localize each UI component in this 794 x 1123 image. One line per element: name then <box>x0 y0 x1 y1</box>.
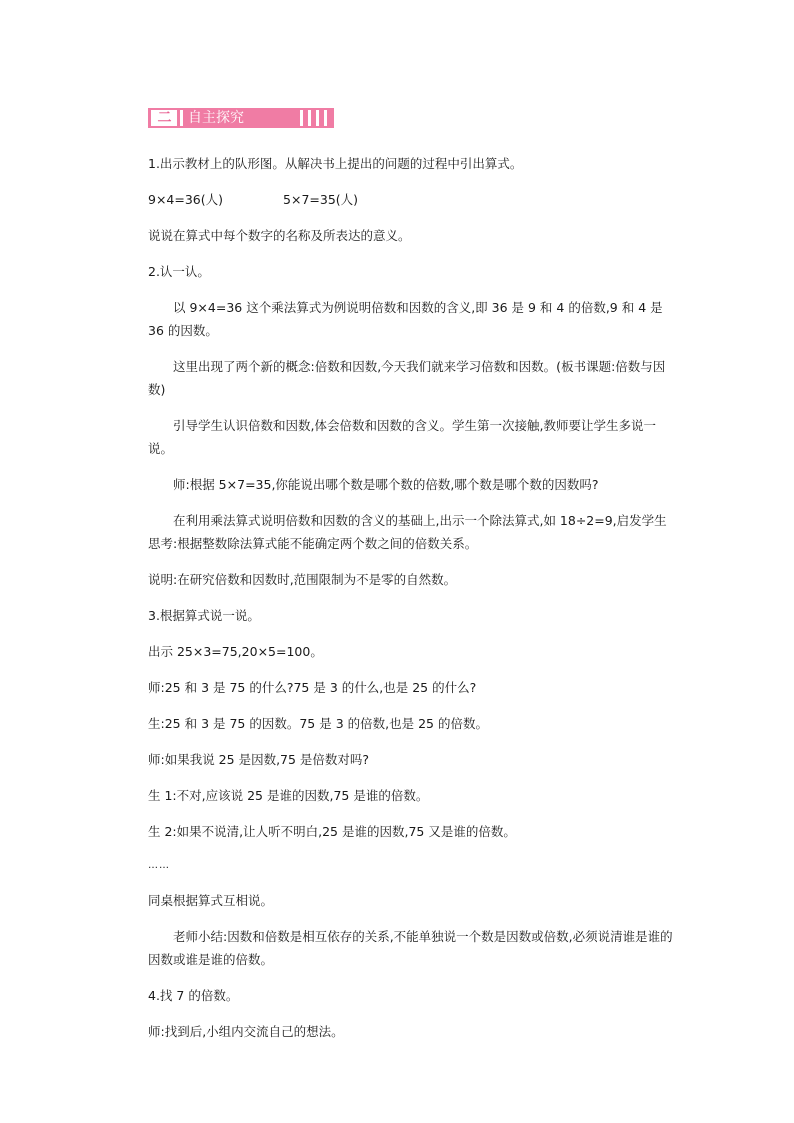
decorative-stripe <box>316 110 319 126</box>
paragraph: 生:25 和 3 是 75 的因数。75 是 3 的倍数,也是 25 的倍数。 <box>148 716 488 731</box>
paragraph: 老师小结:因数和倍数是相互依存的关系,不能单独说一个数是因数或倍数,必须说清谁是谁的因数或谁是谁的倍数。 <box>148 929 673 967</box>
paragraph: 3.根据算式说一说。 <box>148 608 260 623</box>
paragraph: 引导学生认识倍数和因数,体会倍数和因数的含义。学生第一次接触,教师要让学生多说一说。 <box>148 418 656 456</box>
paragraph: 这里出现了两个新的概念:倍数和因数,今天我们就来学习倍数和因数。(板书课题:倍数与因数) <box>148 359 666 397</box>
paragraph: 师:根据 5×7=35,你能说出哪个数是哪个数的倍数,哪个数是哪个数的因数吗? <box>173 477 599 492</box>
ellipsis: …… <box>148 860 170 871</box>
paragraph: 出示 25×3=75,20×5=100。 <box>148 644 323 659</box>
section-number-badge <box>151 110 177 126</box>
paragraph: 说说在算式中每个数字的名称及所表达的意义。 <box>148 228 411 243</box>
section-number: 二 <box>157 110 171 126</box>
paragraph: 2.认一认。 <box>148 264 210 279</box>
paragraph: 生 2:如果不说清,让人听不明白,25 是谁的因数,75 又是谁的倍数。 <box>148 824 516 839</box>
paragraph: 生 1:不对,应该说 25 是谁的因数,75 是谁的倍数。 <box>148 788 429 803</box>
formula-row <box>148 188 676 211</box>
decorative-stripe <box>324 110 327 126</box>
section-title: 自主探究 <box>188 110 244 126</box>
section-header-banner <box>148 108 334 128</box>
paragraph: 说明:在研究倍数和因数时,范围限制为不是零的自然数。 <box>148 572 457 587</box>
paragraph: 师:如果我说 25 是因数,75 是倍数对吗? <box>148 752 370 767</box>
badge-divider <box>180 110 183 126</box>
paragraph: 同桌根据算式互相说。 <box>148 893 274 908</box>
paragraph: 师:25 和 3 是 75 的什么?75 是 3 的什么,也是 25 的什么? <box>148 680 477 695</box>
paragraph: 在利用乘法算式说明倍数和因数的含义的基础上,出示一个除法算式,如 18÷2=9,启发学生思考:根据整数除法算式能不能确定两个数之间的倍数关系。 <box>148 513 667 551</box>
formula: 9×4=36(人) <box>148 192 224 207</box>
decorative-stripe <box>308 110 311 126</box>
paragraph: 4.找 7 的倍数。 <box>148 988 239 1003</box>
decorative-stripe <box>300 110 303 126</box>
paragraph: 师:找到后,小组内交流自己的想法。 <box>148 1024 344 1039</box>
paragraph: 1.出示教材上的队形图。从解决书上提出的问题的过程中引出算式。 <box>148 156 523 171</box>
formula: 5×7=35(人) <box>283 192 359 207</box>
paragraph: 以 9×4=36 这个乘法算式为例说明倍数和因数的含义,即 36 是 9 和 4 的倍数,9 和 4 是 36 的因数。 <box>148 300 663 338</box>
document-body <box>148 152 676 1056</box>
